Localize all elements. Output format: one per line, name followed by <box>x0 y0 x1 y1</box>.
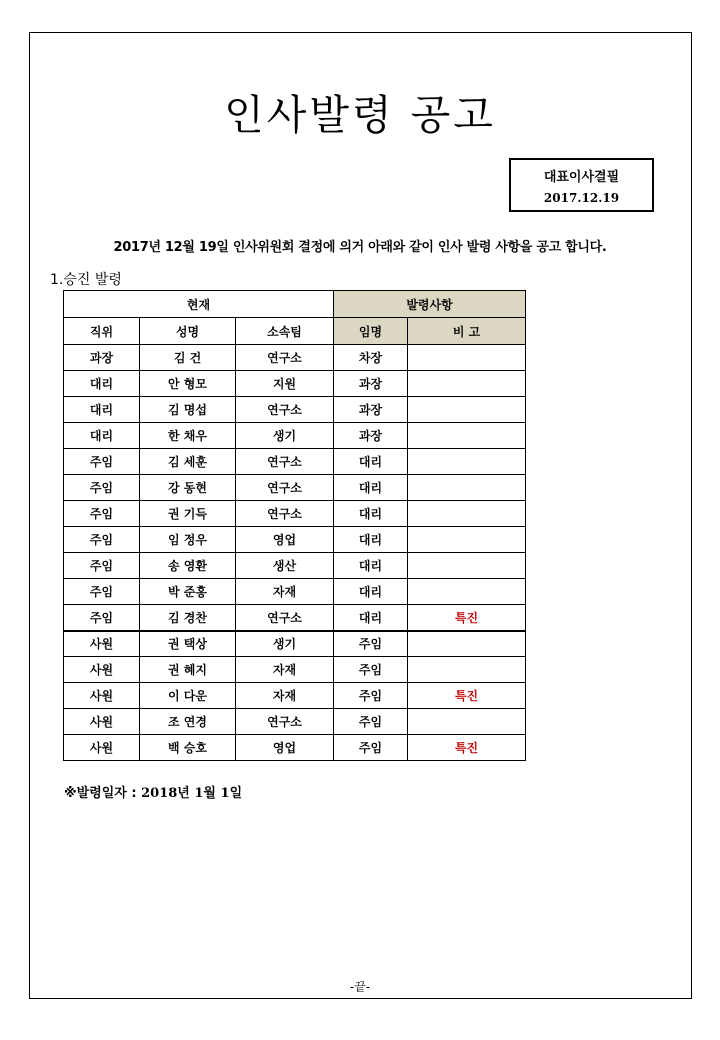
approval-box <box>509 158 654 212</box>
table-cell: 생기 <box>236 631 334 657</box>
table-cell: 주임 <box>334 631 408 657</box>
table-cell: 김 명섭 <box>140 397 236 423</box>
table-cell: 권 혜지 <box>140 657 236 683</box>
table-cell: 차장 <box>334 345 408 371</box>
column-header: 임명 <box>334 318 408 345</box>
table-cell <box>408 397 526 423</box>
table-cell: 대리 <box>334 449 408 475</box>
table-cell: 사원 <box>64 657 140 683</box>
table-cell: 주임 <box>334 735 408 761</box>
approval-date: 2017.12.19 <box>543 191 620 205</box>
intro-text: 2017년 12월 19일 인사위원회 결정에 의거 아래와 같이 인사 발령 사항을 공고 합니다. <box>113 240 607 255</box>
table-cell: 김 건 <box>140 345 236 371</box>
table-cell: 주임 <box>64 553 140 579</box>
table-cell: 대리 <box>64 423 140 449</box>
table-cell: 자재 <box>236 579 334 605</box>
section-title: 1.승진 발령 <box>50 272 122 288</box>
table-row <box>64 449 526 475</box>
table-cell: 임 정우 <box>140 527 236 553</box>
table-row <box>64 735 526 761</box>
table-cell <box>408 657 526 683</box>
table-row <box>64 345 526 371</box>
table-row <box>64 579 526 605</box>
table-cell: 영업 <box>236 527 334 553</box>
table-row <box>64 631 526 657</box>
table-row <box>64 605 526 631</box>
table-cell: 연구소 <box>236 449 334 475</box>
end-mark: -끝- <box>349 980 371 994</box>
table-cell: 권 택상 <box>140 631 236 657</box>
footnote-date: 2018년 1월 1일 <box>141 786 243 801</box>
promotion-table <box>63 290 526 761</box>
table-cell: 백 승호 <box>140 735 236 761</box>
table-cell: 영업 <box>236 735 334 761</box>
table-cell: 한 채우 <box>140 423 236 449</box>
table-cell: 주임 <box>334 683 408 709</box>
table-cell: 과장 <box>64 345 140 371</box>
table-cell: 연구소 <box>236 345 334 371</box>
table-cell <box>408 371 526 397</box>
table-cell: 강 동현 <box>140 475 236 501</box>
table-cell: 대리 <box>334 579 408 605</box>
table-cell <box>408 553 526 579</box>
table-cell: 권 기득 <box>140 501 236 527</box>
table-cell: 주임 <box>64 579 140 605</box>
table-cell: 특진 <box>408 683 526 709</box>
table-cell: 자재 <box>236 683 334 709</box>
table-cell: 이 다운 <box>140 683 236 709</box>
table-row <box>64 683 526 709</box>
table-cell: 과장 <box>334 371 408 397</box>
table-cell: 주임 <box>64 501 140 527</box>
table-cell: 자재 <box>236 657 334 683</box>
table-row <box>64 501 526 527</box>
table-row <box>64 657 526 683</box>
table-cell: 안 형모 <box>140 371 236 397</box>
table-row <box>64 397 526 423</box>
table-cell: 특진 <box>408 735 526 761</box>
table-cell: 생산 <box>236 553 334 579</box>
table-row <box>64 371 526 397</box>
column-header: 직위 <box>64 318 140 345</box>
column-header-row <box>64 318 526 345</box>
footnote <box>64 782 242 801</box>
group-header-order: 발령사항 <box>334 291 526 318</box>
table-cell <box>408 579 526 605</box>
table-cell: 주임 <box>64 605 140 631</box>
table-cell: 주임 <box>64 449 140 475</box>
column-header: 소속팀 <box>236 318 334 345</box>
table-row <box>64 475 526 501</box>
table-cell: 대리 <box>334 475 408 501</box>
table-cell: 연구소 <box>236 475 334 501</box>
table-cell: 박 준홍 <box>140 579 236 605</box>
table-cell <box>408 631 526 657</box>
group-header-row <box>64 291 526 318</box>
column-header: 성명 <box>140 318 236 345</box>
table-cell: 대리 <box>64 397 140 423</box>
table-cell: 대리 <box>64 371 140 397</box>
table-cell: 주임 <box>334 709 408 735</box>
table-cell <box>408 527 526 553</box>
table-cell: 사원 <box>64 709 140 735</box>
table-cell: 사원 <box>64 631 140 657</box>
table-row <box>64 709 526 735</box>
table-cell: 지원 <box>236 371 334 397</box>
table-cell <box>408 449 526 475</box>
table-row <box>64 423 526 449</box>
column-header: 비 고 <box>408 318 526 345</box>
table-body <box>64 345 526 761</box>
table-cell: 사원 <box>64 735 140 761</box>
table-cell: 연구소 <box>236 709 334 735</box>
table-cell <box>408 501 526 527</box>
table-cell: 대리 <box>334 501 408 527</box>
approval-label: 대표이사결필 <box>543 170 620 185</box>
table-cell <box>408 709 526 735</box>
table-cell: 연구소 <box>236 501 334 527</box>
table-cell: 송 영환 <box>140 553 236 579</box>
table-cell: 대리 <box>334 527 408 553</box>
table-cell <box>408 475 526 501</box>
table-cell: 김 세훈 <box>140 449 236 475</box>
table-cell: 주임 <box>64 527 140 553</box>
table-row <box>64 527 526 553</box>
group-header-current: 현재 <box>64 291 334 318</box>
footnote-label: ※발령일자 : <box>64 786 142 801</box>
page-title: 인사발령 공고 <box>224 91 496 139</box>
table-cell: 주임 <box>64 475 140 501</box>
table-cell: 사원 <box>64 683 140 709</box>
table-cell: 대리 <box>334 553 408 579</box>
table-cell: 조 연경 <box>140 709 236 735</box>
table-cell: 주임 <box>334 657 408 683</box>
table-cell: 대리 <box>334 605 408 631</box>
table-cell: 과장 <box>334 397 408 423</box>
table-cell <box>408 345 526 371</box>
table-cell: 특진 <box>408 605 526 631</box>
table-cell: 과장 <box>334 423 408 449</box>
table-row <box>64 553 526 579</box>
table-cell: 연구소 <box>236 397 334 423</box>
table-cell: 김 경찬 <box>140 605 236 631</box>
table-cell: 연구소 <box>236 605 334 631</box>
table-cell <box>408 423 526 449</box>
table-cell: 생기 <box>236 423 334 449</box>
